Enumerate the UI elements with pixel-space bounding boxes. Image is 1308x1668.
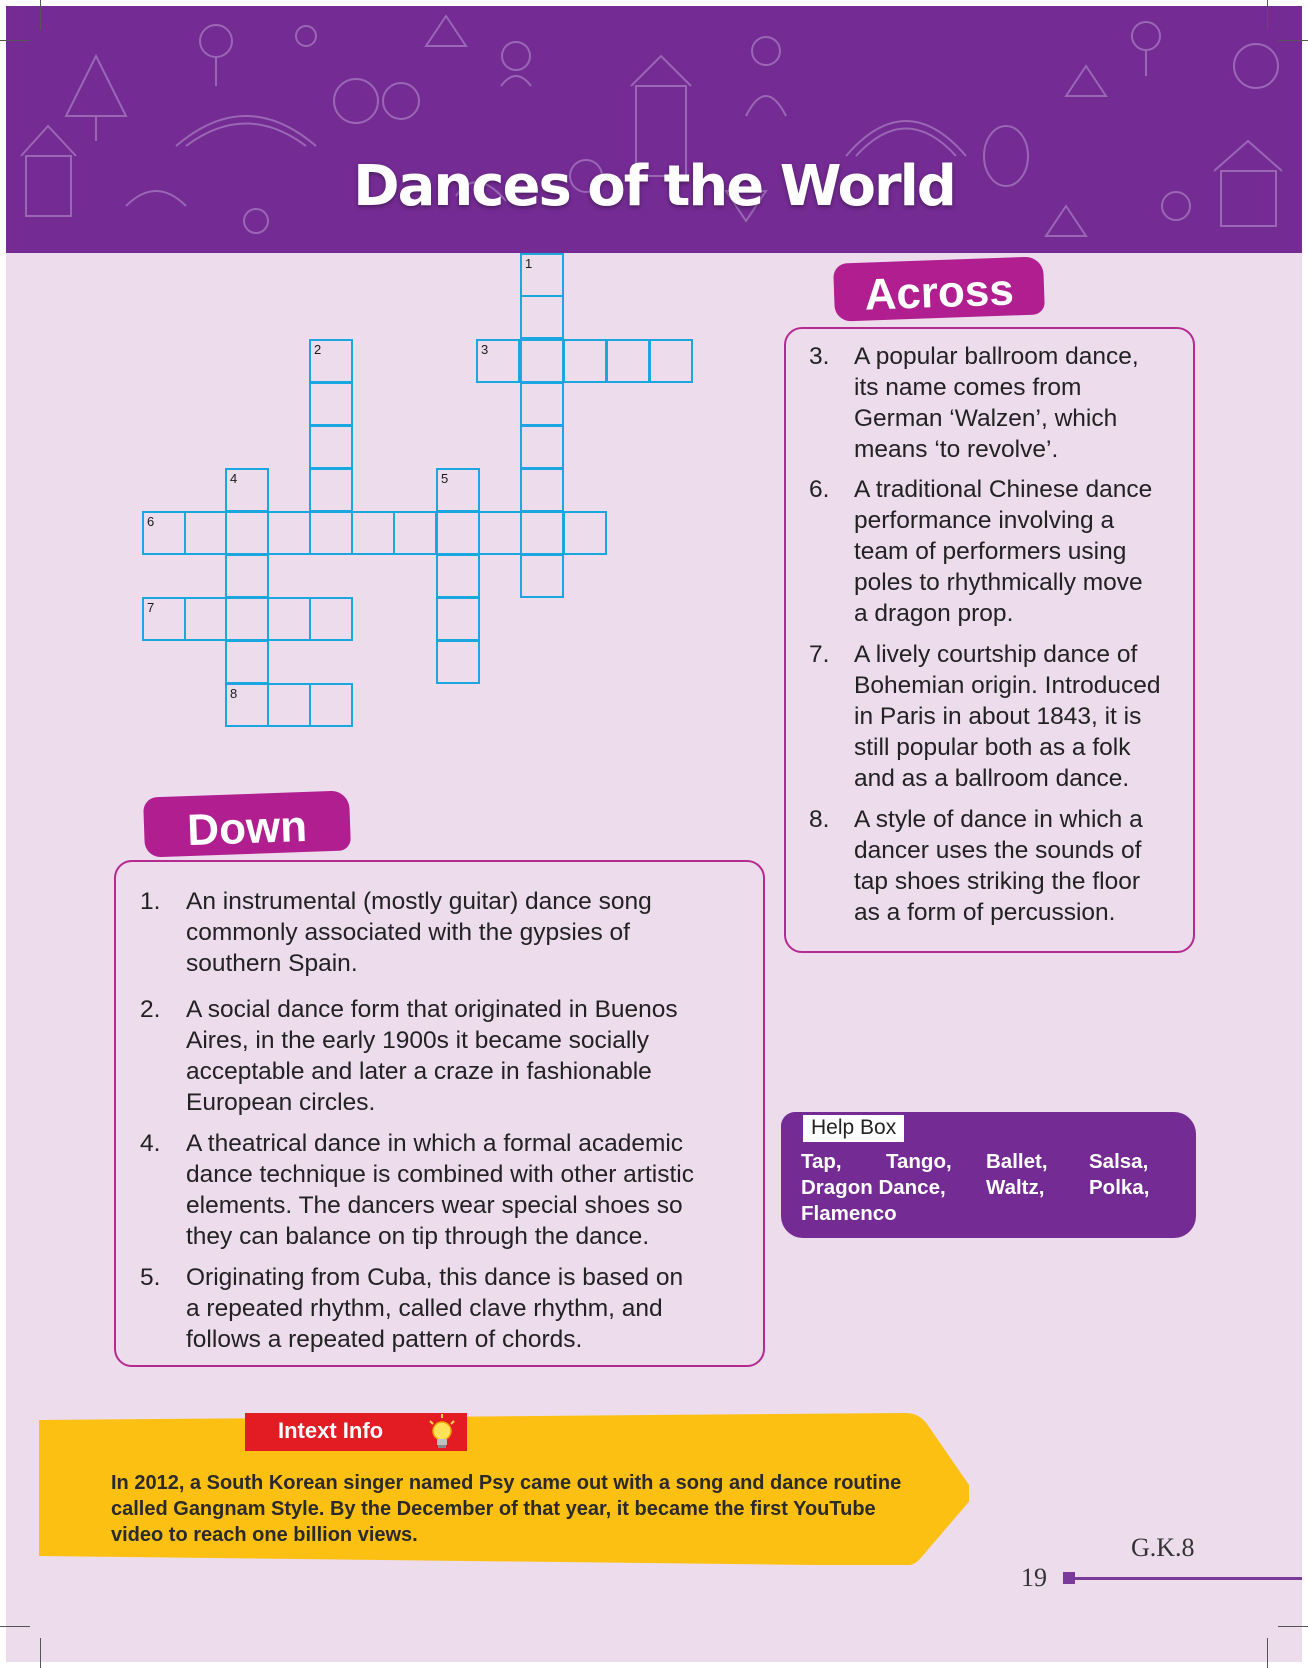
clue-number: 7. [809, 641, 830, 668]
crossword-cell[interactable] [563, 339, 607, 383]
clue-line: A popular ballroom dance, [854, 343, 1139, 370]
crossword-cell[interactable] [351, 511, 395, 555]
clue-number: 3. [809, 343, 830, 370]
lightbulb-icon [427, 1413, 457, 1451]
crossword-cell[interactable] [520, 554, 564, 598]
clue-line: A traditional Chinese dance [854, 476, 1153, 503]
clue-line: Bohemian origin. Introduced [854, 672, 1161, 699]
crossword-cell[interactable] [309, 597, 353, 641]
clue-number: 4 [230, 471, 238, 486]
help-word: Salsa, [1089, 1150, 1149, 1173]
footer-rule [1068, 1577, 1302, 1580]
clue-line: Originating from Cuba, this dance is based on [186, 1264, 684, 1291]
across-heading [833, 256, 1045, 321]
crop-mark [1278, 40, 1308, 41]
clue-number: 8 [230, 686, 238, 701]
clue-line: European circles. [186, 1089, 376, 1116]
crossword-cell[interactable] [225, 468, 269, 512]
clue-line: A social dance form that originated in Buenos [186, 996, 678, 1023]
crossword-cell[interactable] [393, 511, 437, 555]
clue-line: A theatrical dance in which a formal academic [186, 1130, 684, 1157]
page-number: 19 [1021, 1563, 1047, 1592]
clue-line: tap shoes striking the floor [854, 868, 1140, 895]
clue-number: 6 [147, 514, 155, 529]
down-heading-text: Down [186, 801, 308, 856]
crop-mark [40, 1638, 41, 1668]
crop-mark [1267, 0, 1268, 30]
crossword-cell[interactable] [563, 511, 607, 555]
clue-line: dancer uses the sounds of [854, 837, 1142, 864]
crossword-cell[interactable] [267, 683, 311, 727]
across-clues-box [784, 327, 1195, 953]
help-box [781, 1112, 1196, 1238]
clue-line: A style of dance in which a [854, 806, 1143, 833]
help-word: Tango, [886, 1150, 952, 1173]
clue-line: performance involving a [854, 507, 1115, 534]
clue-line: southern Spain. [186, 950, 358, 977]
crossword-cell[interactable] [184, 511, 228, 555]
clue-line: An instrumental (mostly guitar) dance song [186, 888, 652, 915]
crossword-cell[interactable] [309, 468, 353, 512]
help-word: Flamenco [801, 1202, 897, 1225]
clue-line: elements. The dancers wear special shoes so [186, 1192, 683, 1219]
crossword-cell[interactable] [476, 339, 520, 383]
clue-line: commonly associated with the gypsies of [186, 919, 630, 946]
help-word: Polka, [1089, 1176, 1150, 1199]
crossword-cell[interactable] [436, 640, 480, 684]
crossword-cell[interactable] [436, 597, 480, 641]
crossword-cell[interactable] [309, 425, 353, 469]
intext-info-text [111, 1470, 921, 1548]
clue-number: 4. [140, 1130, 161, 1157]
crossword-cell[interactable] [225, 554, 269, 598]
crossword-cell[interactable] [520, 253, 564, 297]
clue-number: 8. [809, 806, 830, 833]
down-clues-box [114, 860, 765, 1367]
clue-line: acceptable and later a craze in fashionable [186, 1058, 652, 1085]
crossword-cell[interactable] [520, 382, 564, 426]
crossword-cell[interactable] [520, 511, 564, 555]
clue-number: 2 [314, 342, 322, 357]
crossword-cell[interactable] [309, 339, 353, 383]
clue-line: A lively courtship dance of [854, 641, 1138, 668]
crossword-cell[interactable] [520, 339, 564, 383]
crossword-cell[interactable] [436, 468, 480, 512]
down-heading [143, 790, 351, 857]
crossword-cell[interactable] [309, 511, 353, 555]
clue-line: team of performers using [854, 538, 1127, 565]
clue-line: Aires, in the early 1900s it became socially [186, 1027, 649, 1054]
crop-mark [1267, 1638, 1268, 1668]
crossword-cell[interactable] [225, 597, 269, 641]
crossword-cell[interactable] [309, 382, 353, 426]
clue-number: 7 [147, 600, 155, 615]
crossword-cell[interactable] [267, 597, 311, 641]
clue-number: 3 [481, 342, 489, 357]
clue-line: means ‘to revolve’. [854, 436, 1059, 463]
help-box-label: Help Box [803, 1115, 904, 1142]
book-label: G.K.8 [1131, 1533, 1195, 1562]
clue-number: 5 [441, 471, 449, 486]
page-title: Dances of the World [353, 154, 955, 219]
across-heading-text: Across [863, 265, 1015, 320]
crop-mark [1278, 1626, 1308, 1627]
clue-line: German ‘Walzen’, which [854, 405, 1118, 432]
crossword-cell[interactable] [142, 511, 186, 555]
clue-number: 5. [140, 1264, 161, 1291]
intext-info-banner [39, 1410, 969, 1565]
crop-mark [40, 0, 41, 30]
intext-info-label-text: Intext Info [278, 1418, 384, 1443]
crossword-cell[interactable] [436, 511, 480, 555]
header-banner [6, 6, 1302, 253]
clue-line: its name comes from [854, 374, 1082, 401]
workbook-page [6, 6, 1302, 1662]
clue-number: 6. [809, 476, 830, 503]
clue-line: follows a repeated pattern of chords. [186, 1326, 583, 1353]
help-word: Dragon Dance, [801, 1176, 946, 1199]
crossword-cell[interactable] [436, 554, 480, 598]
crossword-cell[interactable] [225, 511, 269, 555]
clue-line: and as a ballroom dance. [854, 765, 1130, 792]
clue-line: poles to rhythmically move [854, 569, 1143, 596]
intext-line: In 2012, a South Korean singer named Psy came out with a song and dance routine [111, 1472, 902, 1494]
crossword-cell[interactable] [606, 339, 650, 383]
crossword-cell[interactable] [225, 640, 269, 684]
intext-line: called Gangnam Style. By the December of that year, it became the first YouTube [111, 1498, 876, 1520]
clue-line: in Paris in about 1843, it is [854, 703, 1142, 730]
crossword-cell[interactable] [309, 683, 353, 727]
clue-line: as a form of percussion. [854, 899, 1116, 926]
crossword-cell[interactable] [649, 339, 693, 383]
crossword-cell[interactable] [267, 511, 311, 555]
crop-mark [0, 1626, 30, 1627]
help-word: Tap, [801, 1150, 842, 1173]
clue-number: 1 [525, 256, 533, 271]
crossword-cell[interactable] [142, 597, 186, 641]
crossword-cell[interactable] [520, 468, 564, 512]
crossword-cell[interactable] [520, 295, 564, 339]
crossword-cell[interactable] [520, 425, 564, 469]
intext-info-label [245, 1413, 467, 1451]
crossword-cell[interactable] [225, 683, 269, 727]
crossword-cell[interactable] [478, 511, 522, 555]
intext-line: video to reach one billion views. [111, 1524, 418, 1546]
clue-line: dance technique is combined with other artistic [186, 1161, 694, 1188]
clue-line: still popular both as a folk [854, 734, 1131, 761]
crossword-cell[interactable] [184, 597, 228, 641]
help-word: Waltz, [986, 1176, 1045, 1199]
clue-line: they can balance on tip through the dance. [186, 1223, 650, 1250]
clue-line: a dragon prop. [854, 600, 1014, 627]
crop-mark [0, 40, 30, 41]
help-word: Ballet, [986, 1150, 1048, 1173]
clue-number: 1. [140, 888, 161, 915]
clue-number: 2. [140, 996, 161, 1023]
clue-line: a repeated rhythm, called clave rhythm, and [186, 1295, 663, 1322]
